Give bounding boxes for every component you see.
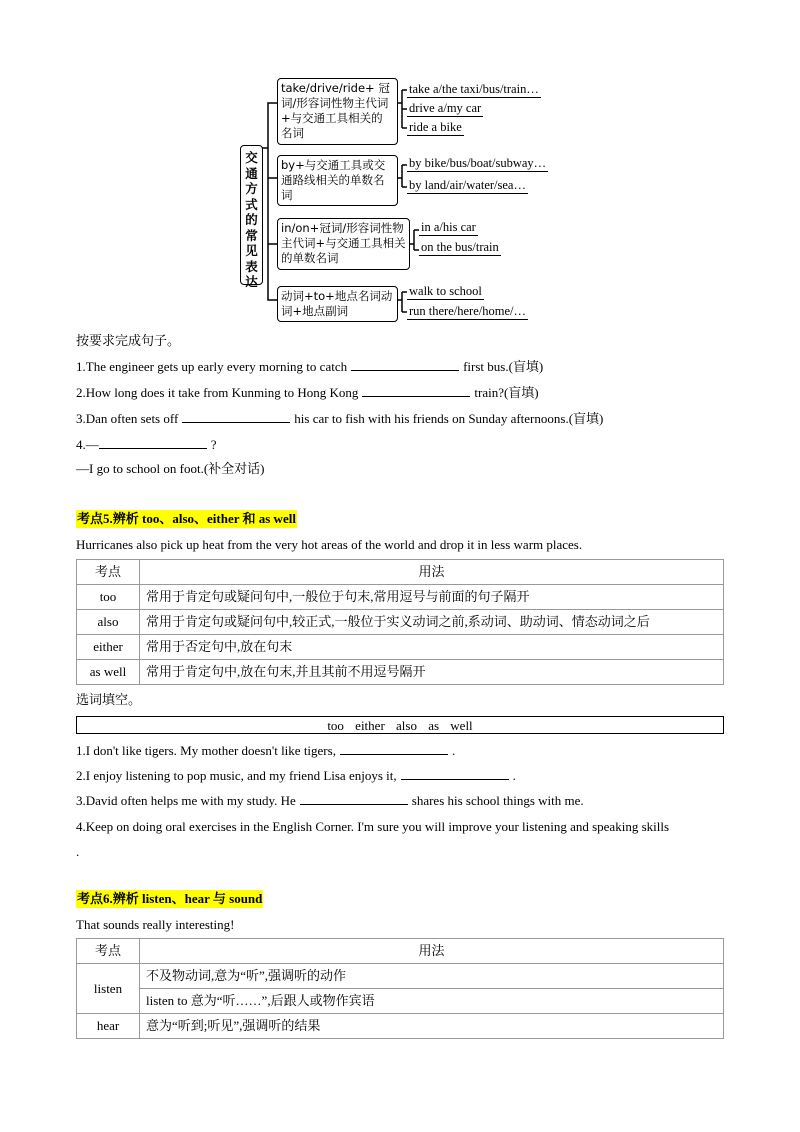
answer-blank[interactable] xyxy=(300,792,408,805)
answer-blank[interactable] xyxy=(182,410,290,423)
diagram-example: by land/air/water/sea… xyxy=(409,178,526,192)
section-6-table xyxy=(76,938,724,1039)
table-header-row xyxy=(77,939,724,964)
word-bank-box: too either also as well xyxy=(76,716,724,734)
table-header-cell: 用法 xyxy=(140,939,724,964)
table-row xyxy=(77,1014,724,1039)
table-row xyxy=(77,635,724,660)
table-cell: 常用于肯定句中,放在句末,并且其前不用逗号隔开 xyxy=(140,660,724,685)
table-header-cell: 用法 xyxy=(140,560,724,585)
fill-question-3: 3.David often helps me with my study. He shares his school things with me. xyxy=(76,793,584,808)
exercise-question-4: 4.— ? xyxy=(76,437,217,452)
table-cell: 意为“听到;听见”,强调听的结果 xyxy=(140,1014,724,1039)
diagram-example: walk to school xyxy=(409,284,482,298)
answer-blank[interactable] xyxy=(99,436,207,449)
diagram-connectors xyxy=(0,0,800,330)
diagram-box-verb: 动词+to+地点名词动词+地点副词 xyxy=(277,286,398,322)
diagram-box-by: by+与交通工具或交通路线相关的单数名词 xyxy=(277,155,398,206)
table-row xyxy=(77,964,724,989)
fill-question-4-tail: . xyxy=(76,844,80,859)
diagram-example: take a/the taxi/bus/train… xyxy=(409,82,539,96)
fill-question-2: 2.I enjoy listening to pop music, and my friend Lisa enjoys it, . xyxy=(76,768,516,783)
table-cell: 常用于否定句中,放在句末 xyxy=(140,635,724,660)
table-cell: hear xyxy=(77,1014,140,1039)
table-row xyxy=(77,660,724,685)
table-header-cell: 考点 xyxy=(77,560,140,585)
table-cell: listen xyxy=(77,964,140,1014)
section-5-table xyxy=(76,559,724,685)
table-cell: also xyxy=(77,610,140,635)
table-row xyxy=(77,585,724,610)
table-cell: either xyxy=(77,635,140,660)
exercise-instruction: 按要求完成句子。 xyxy=(76,333,181,348)
diagram-box-in-on: in/on+冠词/形容词性物主代词+与交通工具相关的单数名词 xyxy=(277,218,410,270)
diagram-example: by bike/bus/boat/subway… xyxy=(409,156,547,170)
diagram-example: ride a bike xyxy=(409,120,462,134)
fill-question-1: 1.I don't like tigers. My mother doesn't like tigers, . xyxy=(76,743,456,758)
diagram-title: 交 通 方 式 的 常 见 表 达 xyxy=(240,145,263,285)
diagram-example: on the bus/train xyxy=(421,240,499,254)
diagram-example: drive a/my car xyxy=(409,101,482,115)
section-6-example: That sounds really interesting! xyxy=(76,917,235,932)
diagram-box-take-drive-ride: take/drive/ride+ 冠词/形容词性物主代词+与交通工具相关的名词 xyxy=(277,78,398,145)
section-5-example: Hurricanes also pick up heat from the very hot areas of the world and drop it in less warm places. xyxy=(76,537,583,552)
table-header-row xyxy=(77,560,724,585)
answer-blank[interactable] xyxy=(401,767,509,780)
exercise-question-4-answer: —I go to school on foot.(补全对话) xyxy=(76,461,265,476)
table-row xyxy=(77,989,724,1014)
diagram-example: in a/his car xyxy=(421,220,476,234)
exercise-question-2: 2.How long does it take from Kunming to Hong Kong train?(盲填) xyxy=(76,385,539,400)
answer-blank[interactable] xyxy=(351,358,459,371)
fill-question-4: 4.Keep on doing oral exercises in the English Corner. I'm sure you will improve your listening and speaking skills xyxy=(76,819,670,834)
section-5-heading: 考点5.辨析 too、also、either 和 as well xyxy=(77,511,296,526)
exercise-question-1: 1.The engineer gets up early every morning to catch first bus.(盲填) xyxy=(76,359,544,374)
exercise-question-3: 3.Dan often sets off his car to fish with his friends on Sunday afternoons.(盲填) xyxy=(76,411,604,426)
answer-blank[interactable] xyxy=(362,384,470,397)
table-row xyxy=(77,610,724,635)
table-cell: 不及物动词,意为“听”,强调听的动作 xyxy=(140,964,724,989)
answer-blank[interactable] xyxy=(340,742,448,755)
table-cell: too xyxy=(77,585,140,610)
diagram-example: run there/here/home/… xyxy=(409,304,526,318)
table-cell: listen to 意为“听……”,后跟人或物作宾语 xyxy=(140,989,724,1014)
table-cell: 常用于肯定句或疑问句中,一般位于句末,常用逗号与前面的句子隔开 xyxy=(140,585,724,610)
section-6-heading: 考点6.辨析 listen、hear 与 sound xyxy=(77,891,263,906)
table-cell: 常用于肯定句或疑问句中,较正式,一般位于实义动词之前,系动词、助动词、情态动词之后 xyxy=(140,610,724,635)
table-cell: as well xyxy=(77,660,140,685)
word-choice-instruction: 选词填空。 xyxy=(76,692,142,707)
table-header-cell: 考点 xyxy=(77,939,140,964)
